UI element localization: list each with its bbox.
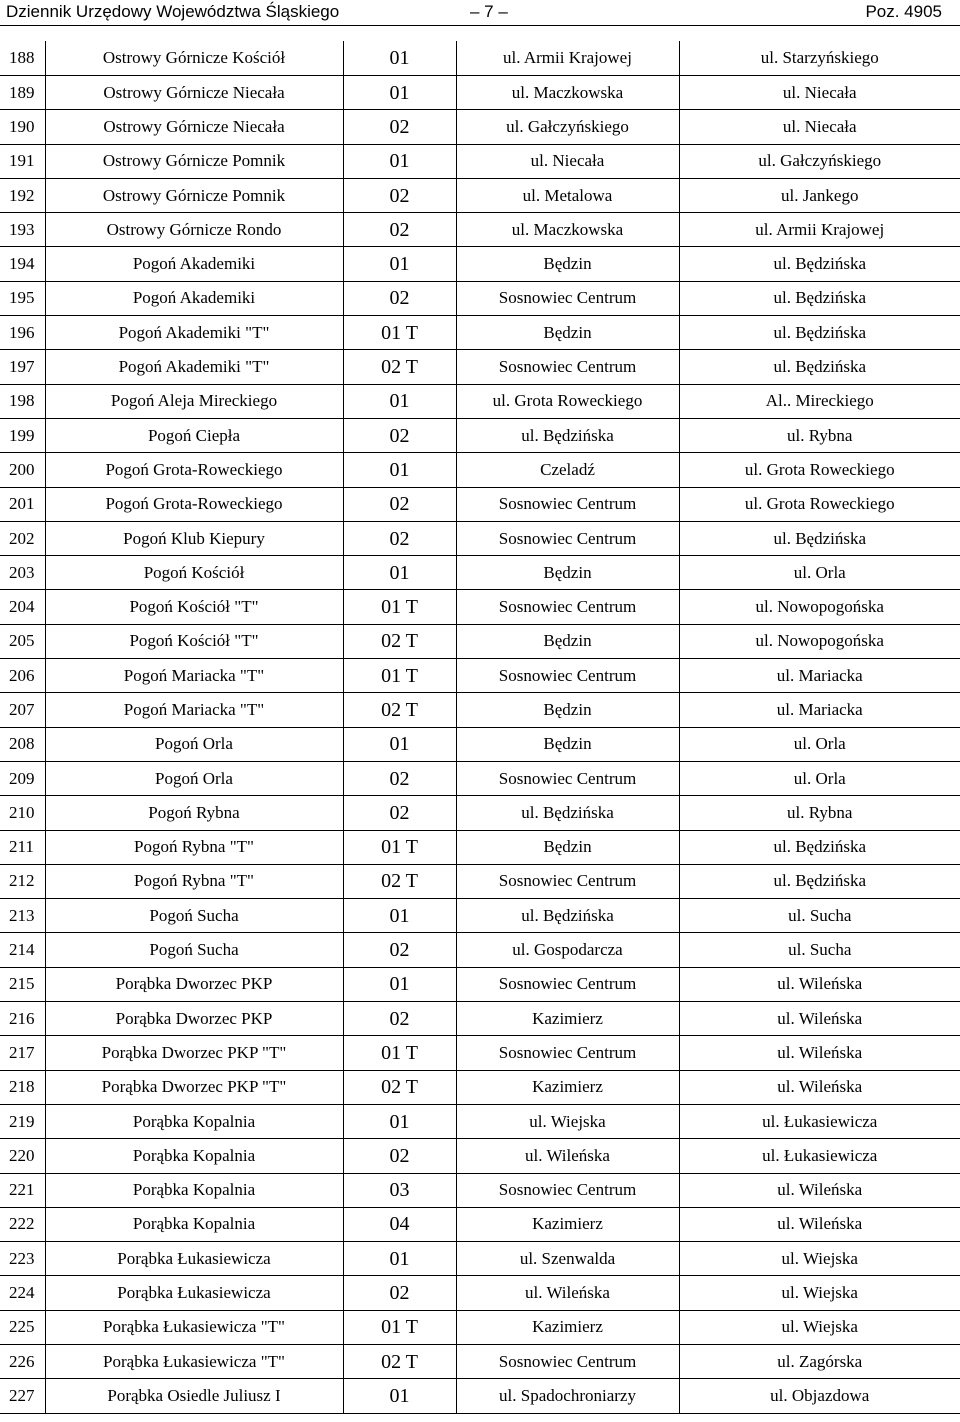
- row-number: 209: [0, 761, 45, 795]
- stop-name: Ostrowy Górnicze Kościół: [45, 41, 343, 76]
- direction-from: ul. Będzińska: [456, 418, 679, 452]
- row-number: 197: [0, 350, 45, 384]
- table-row: [0, 1276, 960, 1310]
- table-row: [0, 1207, 960, 1241]
- table-row: [0, 830, 960, 864]
- stops-table: [0, 41, 960, 1414]
- stop-name: Pogoń Aleja Mireckiego: [45, 384, 343, 418]
- street-name: ul. Grota Roweckiego: [679, 453, 960, 487]
- street-name: ul. Będzińska: [679, 281, 960, 315]
- table-row: [0, 899, 960, 933]
- table-row: [0, 1310, 960, 1344]
- table-row: [0, 350, 960, 384]
- direction-from: Będzin: [456, 727, 679, 761]
- street-name: ul. Wileńska: [679, 1070, 960, 1104]
- stop-code: 04: [343, 1207, 456, 1241]
- stop-name: Porąbka Łukasiewicza "T": [45, 1310, 343, 1344]
- stop-name: Pogoń Akademiki: [45, 281, 343, 315]
- stop-code: 02: [343, 933, 456, 967]
- stop-code: 02 T: [343, 1344, 456, 1378]
- table-row: [0, 213, 960, 247]
- stop-name: Pogoń Grota-Roweckiego: [45, 487, 343, 521]
- stop-code: 02 T: [343, 864, 456, 898]
- stop-name: Pogoń Mariacka "T": [45, 693, 343, 727]
- row-number: 192: [0, 178, 45, 212]
- position-number: Poz. 4905: [865, 2, 942, 21]
- row-number: 204: [0, 590, 45, 624]
- street-name: ul. Wileńska: [679, 1207, 960, 1241]
- direction-from: Kazimierz: [456, 1207, 679, 1241]
- stop-code: 01 T: [343, 590, 456, 624]
- row-number: 213: [0, 899, 45, 933]
- street-name: ul. Orla: [679, 556, 960, 590]
- street-name: ul. Rybna: [679, 796, 960, 830]
- stop-name: Porąbka Łukasiewicza "T": [45, 1344, 343, 1378]
- direction-from: ul. Armii Krajowej: [456, 41, 679, 76]
- street-name: ul. Łukasiewicza: [679, 1104, 960, 1138]
- table-row: [0, 1344, 960, 1378]
- direction-from: Sosnowiec Centrum: [456, 521, 679, 555]
- stop-name: Porąbka Kopalnia: [45, 1173, 343, 1207]
- stop-name: Pogoń Sucha: [45, 933, 343, 967]
- row-number: 217: [0, 1036, 45, 1070]
- table-row: [0, 556, 960, 590]
- stop-name: Porąbka Kopalnia: [45, 1207, 343, 1241]
- row-number: 210: [0, 796, 45, 830]
- table-row: [0, 144, 960, 178]
- direction-from: Będzin: [456, 693, 679, 727]
- row-number: 195: [0, 281, 45, 315]
- stop-code: 02 T: [343, 1070, 456, 1104]
- stop-name: Porąbka Łukasiewicza: [45, 1276, 343, 1310]
- table-row: [0, 281, 960, 315]
- row-number: 212: [0, 864, 45, 898]
- table-row: [0, 624, 960, 658]
- table-row: [0, 1242, 960, 1276]
- row-number: 194: [0, 247, 45, 281]
- stop-code: 02 T: [343, 693, 456, 727]
- row-number: 216: [0, 1002, 45, 1036]
- stop-name: Porąbka Dworzec PKP: [45, 1002, 343, 1036]
- direction-from: Kazimierz: [456, 1002, 679, 1036]
- stop-name: Pogoń Klub Kiepury: [45, 521, 343, 555]
- row-number: 201: [0, 487, 45, 521]
- table-row: [0, 247, 960, 281]
- direction-from: Sosnowiec Centrum: [456, 590, 679, 624]
- table-row: [0, 178, 960, 212]
- street-name: ul. Orla: [679, 727, 960, 761]
- stop-code: 01: [343, 41, 456, 76]
- table-row: [0, 693, 960, 727]
- street-name: ul. Jankego: [679, 178, 960, 212]
- direction-from: Sosnowiec Centrum: [456, 281, 679, 315]
- direction-from: Będzin: [456, 830, 679, 864]
- stop-name: Pogoń Kościół "T": [45, 590, 343, 624]
- stop-code: 01 T: [343, 1036, 456, 1070]
- stop-code: 01: [343, 727, 456, 761]
- stop-code: 02: [343, 1002, 456, 1036]
- direction-from: ul. Gałczyńskiego: [456, 110, 679, 144]
- stop-code: 01 T: [343, 659, 456, 693]
- stop-code: 02: [343, 1276, 456, 1310]
- table-row: [0, 967, 960, 1001]
- stop-name: Pogoń Sucha: [45, 899, 343, 933]
- street-name: ul. Niecała: [679, 76, 960, 110]
- stop-name: Ostrowy Górnicze Rondo: [45, 213, 343, 247]
- row-number: 200: [0, 453, 45, 487]
- stop-name: Pogoń Orla: [45, 727, 343, 761]
- row-number: 188: [0, 41, 45, 76]
- table-row: [0, 796, 960, 830]
- street-name: ul. Grota Roweckiego: [679, 487, 960, 521]
- stop-code: 01 T: [343, 1310, 456, 1344]
- street-name: ul. Sucha: [679, 933, 960, 967]
- stop-name: Porąbka Dworzec PKP: [45, 967, 343, 1001]
- row-number: 196: [0, 316, 45, 350]
- table-row: [0, 1036, 960, 1070]
- direction-from: Sosnowiec Centrum: [456, 967, 679, 1001]
- table-row: [0, 1173, 960, 1207]
- row-number: 219: [0, 1104, 45, 1138]
- street-name: ul. Wiejska: [679, 1242, 960, 1276]
- stop-name: Ostrowy Górnicze Pomnik: [45, 178, 343, 212]
- street-name: ul. Rybna: [679, 418, 960, 452]
- row-number: 206: [0, 659, 45, 693]
- table-row: [0, 453, 960, 487]
- direction-from: Kazimierz: [456, 1310, 679, 1344]
- row-number: 224: [0, 1276, 45, 1310]
- row-number: 193: [0, 213, 45, 247]
- stop-name: Pogoń Kościół: [45, 556, 343, 590]
- row-number: 226: [0, 1344, 45, 1378]
- row-number: 218: [0, 1070, 45, 1104]
- table-row: [0, 659, 960, 693]
- street-name: ul. Sucha: [679, 899, 960, 933]
- table-row: [0, 418, 960, 452]
- direction-from: ul. Maczkowska: [456, 213, 679, 247]
- stop-code: 02: [343, 521, 456, 555]
- stop-code: 01: [343, 76, 456, 110]
- direction-from: Sosnowiec Centrum: [456, 1344, 679, 1378]
- street-name: Al.. Mireckiego: [679, 384, 960, 418]
- street-name: ul. Wileńska: [679, 967, 960, 1001]
- direction-from: Sosnowiec Centrum: [456, 1036, 679, 1070]
- row-number: 221: [0, 1173, 45, 1207]
- row-number: 215: [0, 967, 45, 1001]
- street-name: ul. Niecała: [679, 110, 960, 144]
- street-name: ul. Mariacka: [679, 693, 960, 727]
- direction-from: Będzin: [456, 316, 679, 350]
- stops-table-body: [0, 41, 960, 1413]
- direction-from: Sosnowiec Centrum: [456, 350, 679, 384]
- direction-from: ul. Będzińska: [456, 899, 679, 933]
- direction-from: ul. Wiejska: [456, 1104, 679, 1138]
- row-number: 190: [0, 110, 45, 144]
- row-number: 205: [0, 624, 45, 658]
- stop-name: Ostrowy Górnicze Pomnik: [45, 144, 343, 178]
- table-row: [0, 1002, 960, 1036]
- direction-from: Sosnowiec Centrum: [456, 1173, 679, 1207]
- row-number: 211: [0, 830, 45, 864]
- stop-name: Pogoń Ciepła: [45, 418, 343, 452]
- direction-from: ul. Wileńska: [456, 1276, 679, 1310]
- stop-code: 02 T: [343, 350, 456, 384]
- table-row: [0, 761, 960, 795]
- direction-from: ul. Spadochroniarzy: [456, 1379, 679, 1413]
- row-number: 189: [0, 76, 45, 110]
- row-number: 191: [0, 144, 45, 178]
- street-name: ul. Będzińska: [679, 350, 960, 384]
- stop-code: 02: [343, 213, 456, 247]
- row-number: 227: [0, 1379, 45, 1413]
- row-number: 220: [0, 1139, 45, 1173]
- street-name: ul. Mariacka: [679, 659, 960, 693]
- street-name: ul. Gałczyńskiego: [679, 144, 960, 178]
- stop-name: Pogoń Akademiki "T": [45, 316, 343, 350]
- row-number: 199: [0, 418, 45, 452]
- street-name: ul. Nowopogońska: [679, 590, 960, 624]
- direction-from: Sosnowiec Centrum: [456, 864, 679, 898]
- table-row: [0, 864, 960, 898]
- stop-code: 01: [343, 1379, 456, 1413]
- table-row: [0, 933, 960, 967]
- direction-from: Czeladź: [456, 453, 679, 487]
- stop-name: Pogoń Akademiki: [45, 247, 343, 281]
- row-number: 208: [0, 727, 45, 761]
- direction-from: Kazimierz: [456, 1070, 679, 1104]
- stop-name: Porąbka Dworzec PKP "T": [45, 1036, 343, 1070]
- table-row: [0, 1070, 960, 1104]
- street-name: ul. Nowopogońska: [679, 624, 960, 658]
- direction-from: Sosnowiec Centrum: [456, 761, 679, 795]
- direction-from: ul. Szenwalda: [456, 1242, 679, 1276]
- direction-from: ul. Będzińska: [456, 796, 679, 830]
- stop-code: 02: [343, 761, 456, 795]
- street-name: ul. Będzińska: [679, 521, 960, 555]
- stop-name: Porąbka Łukasiewicza: [45, 1242, 343, 1276]
- table-row: [0, 110, 960, 144]
- stop-name: Pogoń Mariacka "T": [45, 659, 343, 693]
- stop-name: Pogoń Grota-Roweckiego: [45, 453, 343, 487]
- street-name: ul. Orla: [679, 761, 960, 795]
- row-number: 225: [0, 1310, 45, 1344]
- table-row: [0, 521, 960, 555]
- stop-code: 03: [343, 1173, 456, 1207]
- page-header: [0, 0, 960, 26]
- row-number: 203: [0, 556, 45, 590]
- stop-name: Porąbka Kopalnia: [45, 1104, 343, 1138]
- direction-from: ul. Grota Roweckiego: [456, 384, 679, 418]
- direction-from: ul. Gospodarcza: [456, 933, 679, 967]
- stop-code: 01: [343, 453, 456, 487]
- stop-code: 01: [343, 899, 456, 933]
- stop-name: Pogoń Orla: [45, 761, 343, 795]
- street-name: ul. Łukasiewicza: [679, 1139, 960, 1173]
- page-number: – 7 –: [470, 2, 508, 21]
- stop-code: 02: [343, 1139, 456, 1173]
- street-name: ul. Armii Krajowej: [679, 213, 960, 247]
- direction-from: Sosnowiec Centrum: [456, 487, 679, 521]
- stop-name: Porąbka Dworzec PKP "T": [45, 1070, 343, 1104]
- stop-code: 01 T: [343, 316, 456, 350]
- stop-code: 01: [343, 1242, 456, 1276]
- direction-from: ul. Metalowa: [456, 178, 679, 212]
- stop-code: 01 T: [343, 830, 456, 864]
- direction-from: Będzin: [456, 556, 679, 590]
- direction-from: ul. Maczkowska: [456, 76, 679, 110]
- stop-code: 02: [343, 110, 456, 144]
- row-number: 223: [0, 1242, 45, 1276]
- stop-name: Pogoń Rybna: [45, 796, 343, 830]
- stop-code: 01: [343, 967, 456, 1001]
- stop-name: Ostrowy Górnicze Niecała: [45, 76, 343, 110]
- street-name: ul. Będzińska: [679, 316, 960, 350]
- stop-code: 01: [343, 144, 456, 178]
- table-row: [0, 1104, 960, 1138]
- street-name: ul. Zagórska: [679, 1344, 960, 1378]
- direction-from: Będzin: [456, 624, 679, 658]
- stop-name: Pogoń Akademiki "T": [45, 350, 343, 384]
- direction-from: ul. Wileńska: [456, 1139, 679, 1173]
- row-number: 222: [0, 1207, 45, 1241]
- street-name: ul. Będzińska: [679, 830, 960, 864]
- direction-from: Sosnowiec Centrum: [456, 659, 679, 693]
- table-row: [0, 76, 960, 110]
- stop-name: Pogoń Kościół "T": [45, 624, 343, 658]
- table-row: [0, 727, 960, 761]
- street-name: ul. Wiejska: [679, 1310, 960, 1344]
- stop-name: Porąbka Osiedle Juliusz I: [45, 1379, 343, 1413]
- stop-name: Pogoń Rybna "T": [45, 830, 343, 864]
- journal-title: Dziennik Urzędowy Województwa Śląskiego: [6, 2, 340, 21]
- table-row: [0, 487, 960, 521]
- stop-code: 01: [343, 247, 456, 281]
- stop-name: Pogoń Rybna "T": [45, 864, 343, 898]
- stop-code: 02: [343, 418, 456, 452]
- street-name: ul. Wileńska: [679, 1036, 960, 1070]
- street-name: ul. Będzińska: [679, 864, 960, 898]
- row-number: 214: [0, 933, 45, 967]
- street-name: ul. Objazdowa: [679, 1379, 960, 1413]
- direction-from: ul. Niecała: [456, 144, 679, 178]
- stop-code: 02: [343, 796, 456, 830]
- street-name: ul. Wiejska: [679, 1276, 960, 1310]
- stop-code: 02: [343, 178, 456, 212]
- table-row: [0, 1139, 960, 1173]
- street-name: ul. Wileńska: [679, 1002, 960, 1036]
- street-name: ul. Będzińska: [679, 247, 960, 281]
- table-row: [0, 590, 960, 624]
- row-number: 198: [0, 384, 45, 418]
- stop-code: 02 T: [343, 624, 456, 658]
- stop-code: 01: [343, 556, 456, 590]
- row-number: 207: [0, 693, 45, 727]
- table-row: [0, 316, 960, 350]
- street-name: ul. Starzyńskiego: [679, 41, 960, 76]
- stop-name: Porąbka Kopalnia: [45, 1139, 343, 1173]
- table-row: [0, 384, 960, 418]
- street-name: ul. Wileńska: [679, 1173, 960, 1207]
- direction-from: Będzin: [456, 247, 679, 281]
- stop-name: Ostrowy Górnicze Niecała: [45, 110, 343, 144]
- stop-code: 01: [343, 384, 456, 418]
- table-row: [0, 1379, 960, 1413]
- stop-code: 02: [343, 281, 456, 315]
- stop-code: 01: [343, 1104, 456, 1138]
- table-row: [0, 41, 960, 76]
- stop-code: 02: [343, 487, 456, 521]
- row-number: 202: [0, 521, 45, 555]
